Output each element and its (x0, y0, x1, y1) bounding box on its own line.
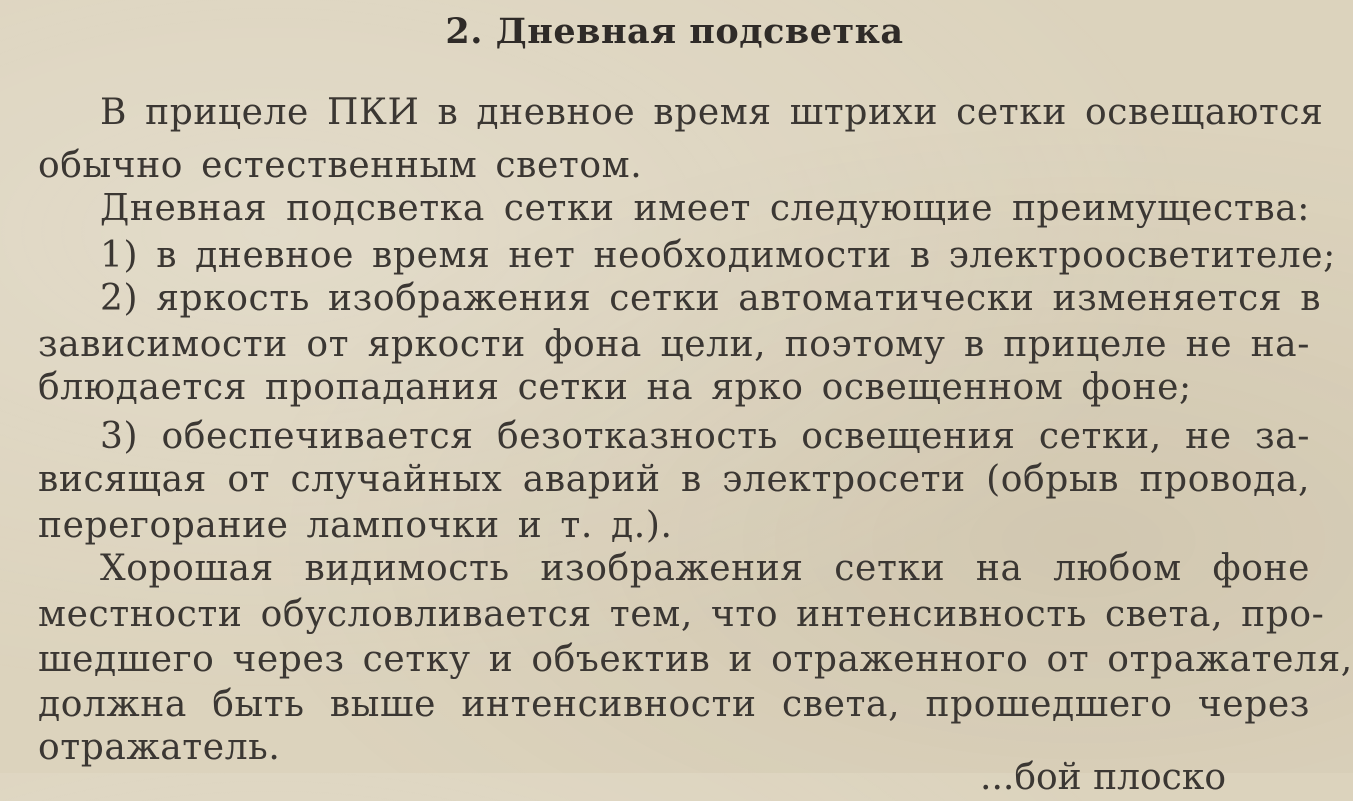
text-line-12: местности обусловливается тем, что интенсивность света, про- (38, 594, 1325, 635)
text-line-11: Хорошая видимость изображения сетки на любом фоне (100, 548, 1310, 589)
text-line-15: отражатель. (38, 727, 281, 768)
text-line-2: обычно естественным светом. (38, 145, 643, 186)
text-line-8: 3) обеспечивается безотказность освещения сетки, не за- (100, 416, 1310, 457)
text-line-5: 2) яркость изображения сетки автоматически изменяется в (100, 278, 1322, 319)
text-line-3: Дневная подсветка сетки имеет следующие преимущества: (100, 188, 1310, 229)
text-line-6: зависимости от яркости фона цели, поэтому в прицеле не на- (38, 324, 1310, 365)
text-line-4: 1) в дневное время нет необходимости в электроосветителе; (100, 235, 1336, 276)
text-line-14: должна быть выше интенсивности света, прошедшего через (38, 684, 1310, 725)
text-line-10: перегорание лампочки и т. д.). (38, 505, 673, 546)
cutoff-text-line: ...бой плоско (980, 757, 1226, 798)
text-line-1: В прицеле ПКИ в дневное время штрихи сетки освещаются (100, 92, 1324, 133)
text-line-7: блюдается пропадания сетки на ярко освещенном фоне; (38, 367, 1192, 408)
text-line-9: висящая от случайных аварий в электросети (обрыв провода, (38, 459, 1310, 500)
section-heading: 2. Дневная подсветка (445, 11, 904, 52)
text-line-13: шедшего через сетку и объектив и отраженного от отражателя, (38, 639, 1353, 680)
